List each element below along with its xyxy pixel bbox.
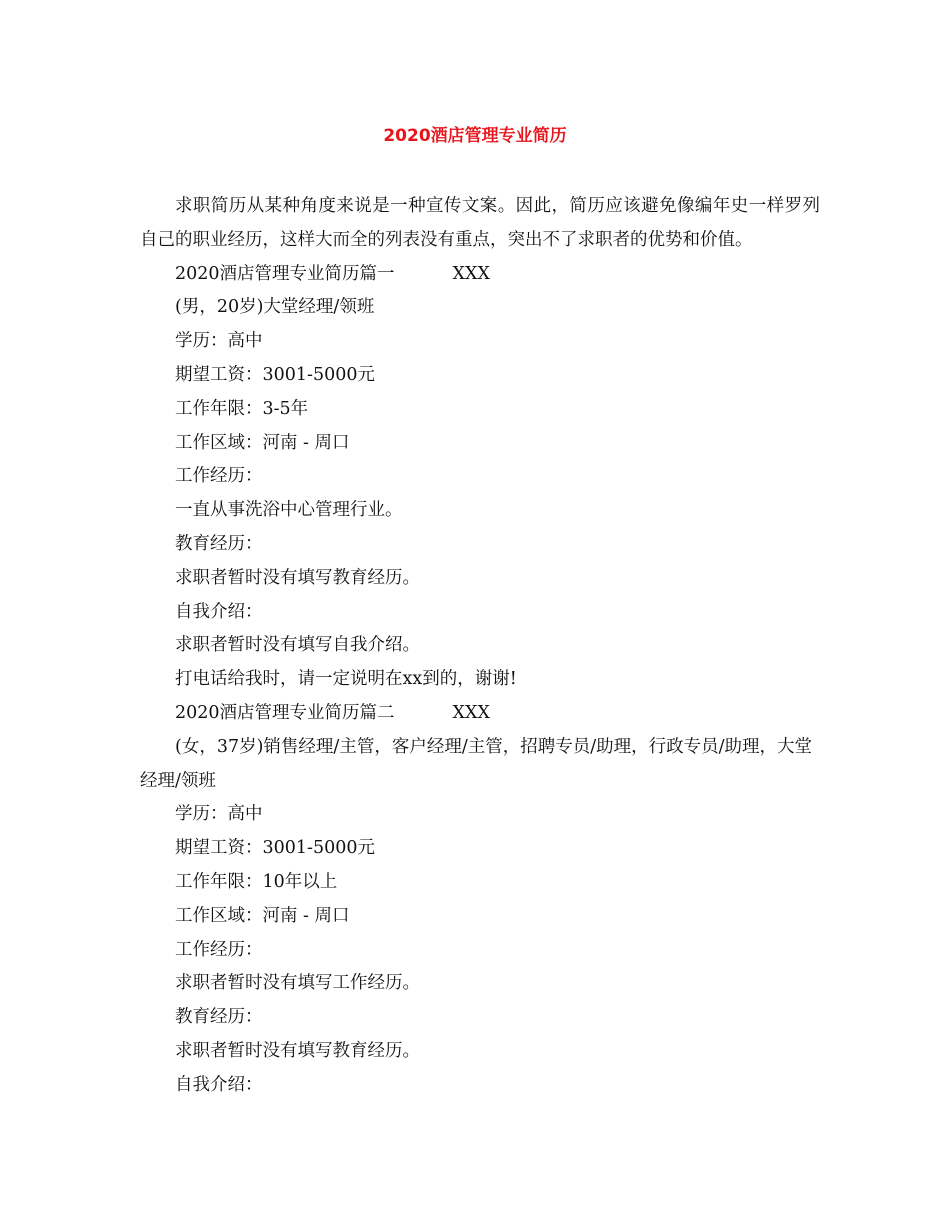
resume2-name: XXX [452, 702, 490, 723]
resume1-name: XXX [452, 263, 490, 284]
document-title: 2020酒店管理专业简历 [383, 126, 567, 146]
resume1-edu-label: 教育经历： [175, 533, 263, 554]
resume1-edu-text: 求职者暂时没有填写教育经历。 [175, 567, 420, 588]
resume2-region: 工作区域：河南 - 周口 [175, 905, 350, 926]
resume2-work-text: 求职者暂时没有填写工作经历。 [175, 973, 420, 994]
resume1-call-note: 打电话给我时，请一定说明在xx到的，谢谢! [175, 669, 517, 690]
resume2-edu-label: 教育经历： [175, 1007, 263, 1028]
resume2-heading-line [140, 697, 820, 731]
resume2-self-label: 自我介绍： [175, 1074, 263, 1095]
resume1-work-label: 工作经历： [175, 466, 263, 487]
resume2-edu-text: 求职者暂时没有填写教育经历。 [175, 1040, 420, 1061]
resume1-salary: 期望工资：3001-5000元 [175, 364, 375, 385]
resume1-education: 学历：高中 [175, 331, 263, 352]
resume2-education: 学历：高中 [175, 804, 263, 825]
resume2-heading: 2020酒店管理专业简历篇二 [175, 702, 395, 723]
resume2-years: 工作年限：10年以上 [175, 871, 338, 892]
resume1-years: 工作年限：3-5年 [175, 398, 309, 419]
resume1-work-text: 一直从事洗浴中心管理行业。 [175, 500, 403, 521]
document-body [140, 190, 820, 1103]
resume1-self-text: 求职者暂时没有填写自我介绍。 [175, 635, 420, 656]
resume1-profile: (男，20岁)大堂经理/领班 [175, 297, 375, 318]
resume1-region: 工作区域：河南 - 周口 [175, 432, 350, 453]
resume2-work-label: 工作经历： [175, 939, 263, 960]
resume2-profile: (女，37岁)销售经理/主管，客户经理/主管，招聘专员/助理，行政专员/助理，大堂经理/领班 [140, 736, 813, 791]
resume1-heading: 2020酒店管理专业简历篇一 [175, 263, 395, 284]
resume1-self-label: 自我介绍： [175, 601, 263, 622]
resume1-heading-line [140, 258, 820, 292]
resume2-salary: 期望工资：3001-5000元 [175, 838, 375, 859]
intro-paragraph: 求职简历从某种角度来说是一种宣传文案。因此，简历应该避免像编年史一样罗列自己的职业经历，这样大而全的列表没有重点，突出不了求职者的优势和价值。 [140, 196, 820, 250]
